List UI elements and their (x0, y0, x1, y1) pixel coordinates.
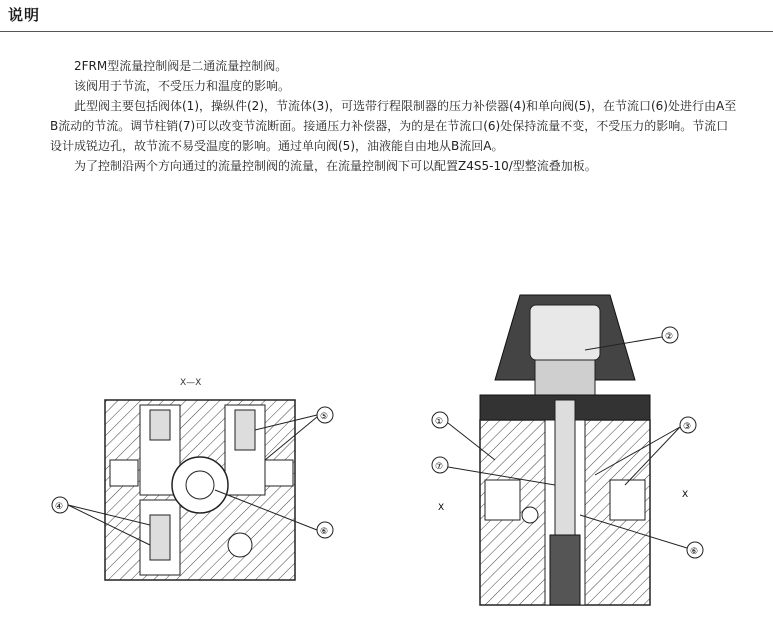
section-mark-left: X (438, 503, 445, 513)
callout-6-right-label: ⑥ (690, 547, 699, 557)
adjusting-pin (555, 400, 575, 540)
header-bar (0, 0, 773, 32)
side-port-left (110, 460, 138, 486)
lower-port (228, 533, 252, 557)
callout-4-label: ④ (55, 502, 64, 512)
callout-1-label: ① (435, 417, 444, 427)
section-drawing-right (420, 285, 740, 615)
callout-2-label: ② (665, 332, 674, 342)
side-port-right (265, 460, 293, 486)
center-port (172, 457, 228, 513)
callout-7-label: ⑦ (435, 462, 444, 472)
knob-stem (535, 360, 595, 395)
description-text (50, 56, 740, 176)
section-drawing-left (40, 365, 360, 605)
callout-6-label: ⑥ (320, 527, 329, 537)
knob-cap (530, 305, 600, 360)
paragraph-1: 2FRM型流量控制阀是二通流量控制阀。 (74, 59, 288, 73)
callout-5-label: ⑤ (320, 412, 329, 422)
paragraph-3: 此型阀主要包括阀体(1)，操纵件(2)，节流体(3)，可选带行程限制器的压力补偿器(4)和单向阀(5)，在节流口(6)处进行由A至B流动的节流。调节柱销(7)可以改变节流断面。接通压力补偿器，为的是在节流口(6)处保持流量不变，不受压力的影响。节流口设计成锐边孔，故节流不易受温度的影响。通过单向阀(5)，油液能自由地从B流回A。 (50, 99, 737, 153)
page-title: 说明 (8, 6, 41, 24)
port-right (610, 480, 645, 520)
paragraph-2: 该阀用于节流，不受压力和温度的影响。 (74, 79, 291, 93)
small-port (522, 507, 538, 523)
section-mark-right: X (682, 490, 689, 500)
section-label: X—X (180, 378, 202, 388)
spool-right (235, 410, 255, 450)
spool-lower (150, 515, 170, 560)
spool-upper (150, 410, 170, 440)
port-left (485, 480, 520, 520)
callout-3-label: ③ (683, 422, 692, 432)
paragraph-4: 为了控制沿两个方向通过的流量控制阀的流量，在流量控制阀下可以配置Z4S5-10/型整流叠加板。 (74, 159, 597, 173)
throttle-body (550, 535, 580, 605)
